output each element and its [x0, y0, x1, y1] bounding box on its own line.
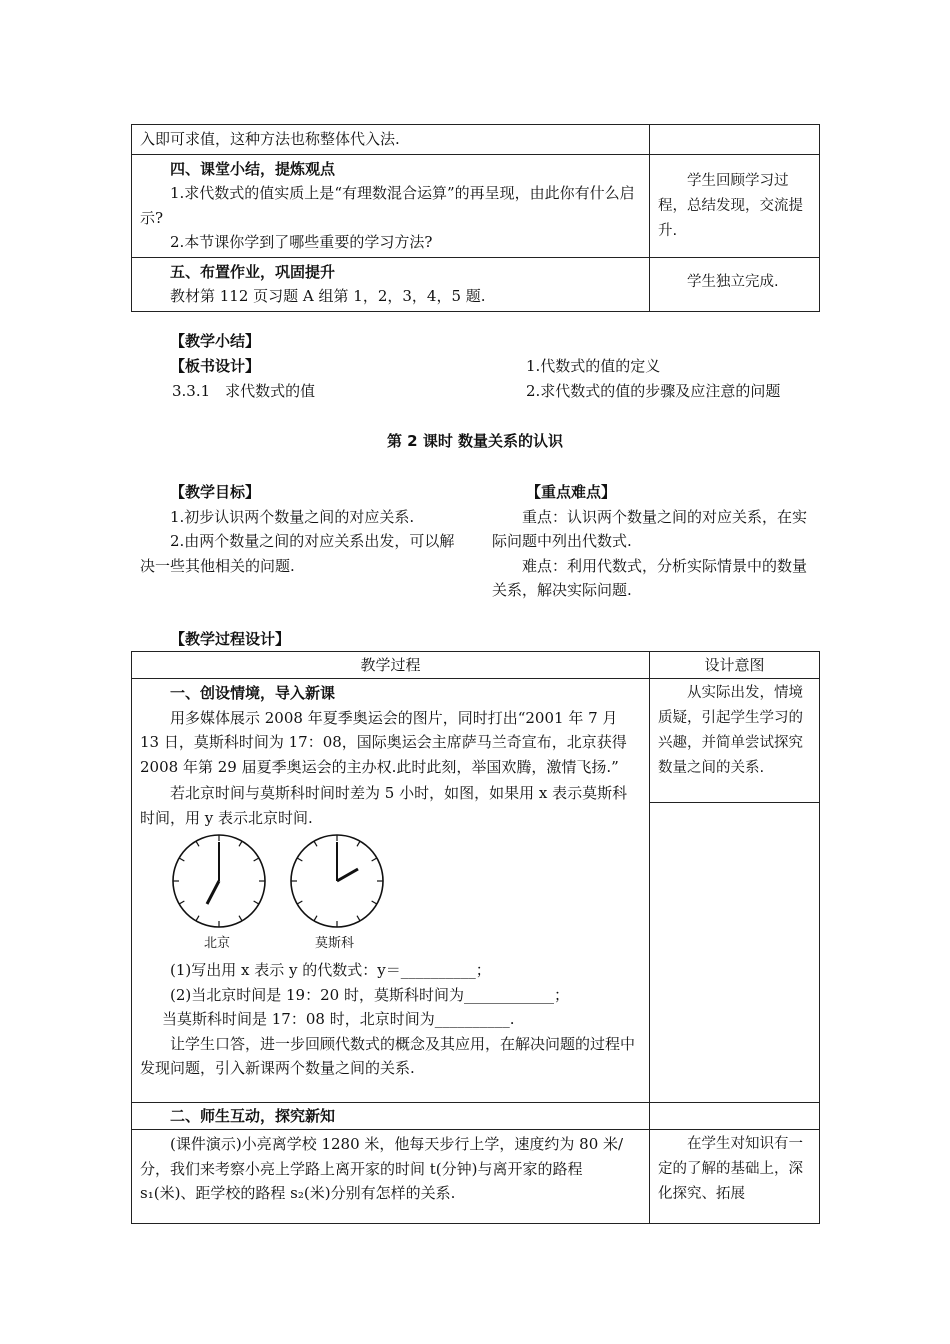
objective-item: 2.由两个数量之间的对应关系出发，可以解决一些其他相关的问题.: [140, 532, 455, 575]
key-points: [492, 480, 812, 603]
clock-tick: [196, 841, 199, 846]
table-cell: [132, 679, 650, 1103]
paragraph: 若北京时间与莫斯科时间时差为 5 小时，如图，如果用 x 表示莫斯科时间，用 y 表示北京时间.: [140, 784, 628, 827]
clock-label-beijing: 北京: [204, 936, 231, 951]
table-cell: [650, 125, 820, 155]
table-cell: [132, 1130, 650, 1224]
table-cell: [132, 1103, 650, 1130]
table-cell: [650, 1130, 820, 1224]
board-design-heading: 【板书设计】: [170, 357, 261, 375]
paragraph: 教材第 112 页习题 A 组第 1，2，3，4，5 题.: [170, 287, 486, 305]
lesson-table-continued: [131, 124, 820, 312]
key-points-heading: 【重点难点】: [526, 483, 617, 501]
clock-tick: [239, 841, 242, 846]
clock-figure: [140, 834, 641, 958]
process-heading: 【教学过程设计】: [170, 630, 291, 648]
clock-tick: [254, 858, 259, 861]
paragraph: 让学生口答，进一步回顾代数式的概念及其应用，在解决问题的过程中发现问题，引入新课两个数量之间的关系.: [140, 1034, 636, 1077]
design-intent: 从实际出发，情境质疑，引起学生学习的兴趣，并简单尝试探究数量之间的关系.: [658, 685, 803, 776]
header-process: 教学过程: [360, 656, 421, 674]
paragraph: 用多媒体展示 2008 年夏季奥运会的图片，同时打出“2001 年 7 月 13 日，莫斯科时间为 17：08，国际奥运会主席萨马兰奇宣布，北京获得 2008 年第 29 届夏季奥运会的主办权.此时此刻，举国欢腾，激情飞扬.”: [140, 708, 627, 776]
process-table: [131, 651, 820, 1224]
design-intent: 学生回顾学习过程，总结发现，交流提升.: [658, 172, 803, 239]
intent-box: [650, 679, 819, 803]
paragraph: 1.求代数式的值实质上是“有理数混合运算”的再呈现，由此你有什么启示?: [140, 184, 635, 227]
clock-tick: [179, 901, 184, 904]
question: (2)当北京时间是 19：20 时，莫斯科时间为____________；: [170, 985, 569, 1004]
header-cell: [132, 652, 650, 679]
objectives: [140, 480, 460, 578]
clock-tick: [179, 858, 184, 861]
table-cell: [650, 257, 820, 311]
clock-tick: [297, 858, 302, 861]
objectives-heading: 【教学目标】: [170, 483, 261, 501]
clock-tick: [314, 916, 317, 921]
table-cell: [132, 154, 650, 257]
clock-tick: [314, 841, 317, 846]
beijing-clock: [173, 835, 265, 927]
header-intent: 设计意图: [704, 656, 765, 674]
paragraph: 2.本节课你学到了哪些重要的学习方法?: [170, 233, 433, 251]
difficult-point: 难点：利用代数式，分析实际情景中的数量关系，解决实际问题.: [492, 556, 808, 599]
table-cell: [132, 257, 650, 311]
section-heading: 一、创设情境，导入新课: [170, 684, 336, 702]
table-cell: [650, 154, 820, 257]
board-item: 2.求代数式的值的步骤及应注意的问题: [526, 382, 781, 400]
clock-tick: [254, 901, 259, 904]
clock-label-moscow: 莫斯科: [315, 936, 355, 951]
clock-tick: [372, 858, 377, 861]
clock-tick: [357, 916, 360, 921]
row-text: 入即可求值，这种方法也称整体代入法.: [140, 130, 400, 148]
clock-tick: [239, 916, 242, 921]
moscow-clock: [291, 835, 383, 927]
question: 当莫斯科时间是 17：08 时，北京时间为__________.: [162, 1010, 515, 1028]
objective-item: 1.初步认识两个数量之间的对应关系.: [170, 507, 415, 526]
design-intent: 在学生对知识有一定的了解的基础上，深化探究、拓展: [658, 1136, 803, 1202]
header-cell: [650, 652, 820, 679]
design-intent: 学生独立完成.: [687, 273, 779, 290]
table-cell: [650, 679, 820, 1103]
board-item: 1.代数式的值的定义: [526, 357, 661, 375]
clock-tick: [372, 901, 377, 904]
table-cell: [132, 125, 650, 155]
lesson-title: 第 2 课时 数量关系的认识: [386, 432, 564, 450]
key-point: 重点：认识两个数量之间的对应关系，在实际问题中列出代数式.: [492, 507, 808, 550]
teaching-summary-heading: 【教学小结】: [170, 332, 261, 350]
clock-tick: [297, 901, 302, 904]
table-cell: [650, 1103, 820, 1130]
section-heading: 五、布置作业，巩固提升: [170, 262, 336, 281]
paragraph: (课件演示)小亮离学校 1280 米，他每天步行上学，速度约为 80 米/分，我们来考察小亮上学路上离开家的时间 t(分钟)与离开家的路程 s₁(米)、距学校的路程 s₂(米)分别有怎样的关系.: [140, 1135, 624, 1202]
section-heading: 二、师生互动，探究新知: [170, 1107, 336, 1125]
question: (1)写出用 x 表示 y 的代数式：y＝__________；: [170, 961, 491, 979]
board-title: 3.3.1 求代数式的值: [172, 382, 316, 400]
clock-tick: [357, 841, 360, 846]
clock-tick: [196, 916, 199, 921]
section-heading: 四、课堂小结，提炼观点: [170, 159, 336, 178]
